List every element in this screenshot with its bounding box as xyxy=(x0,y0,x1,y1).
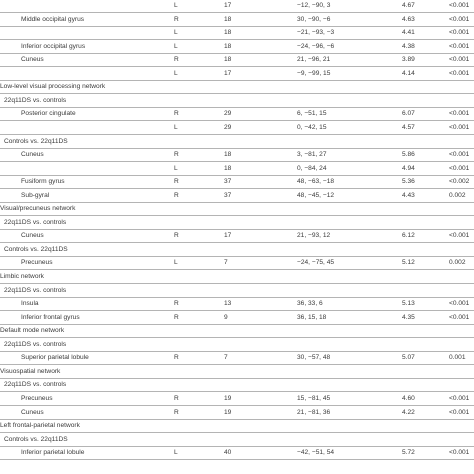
comparison-heading: Controls vs. 22q11DS xyxy=(4,436,68,443)
p-value-cell: <0.001 xyxy=(449,449,470,456)
brodmann-area-cell: 9 xyxy=(224,314,228,321)
network-heading-row xyxy=(0,421,474,431)
comparison-heading-row xyxy=(0,245,474,255)
brodmann-area-cell: 7 xyxy=(224,354,228,361)
row-divider xyxy=(0,202,474,203)
coordinates-cell: 0, −42, 15 xyxy=(297,124,327,131)
brodmann-area-cell: 18 xyxy=(224,56,232,63)
coordinates-cell: −24, −75, 45 xyxy=(297,259,335,266)
hemisphere-cell: R xyxy=(174,395,179,402)
z-score-cell: 5.36 xyxy=(402,178,415,185)
table-row xyxy=(0,191,474,201)
z-score-cell: 4.94 xyxy=(402,165,415,172)
table-row xyxy=(0,69,474,79)
table-row xyxy=(0,28,474,38)
network-heading-row xyxy=(0,367,474,377)
z-score-cell: 4.22 xyxy=(402,409,415,416)
row-divider xyxy=(0,364,474,365)
z-score-cell: 6.07 xyxy=(402,110,415,117)
p-value-cell: <0.001 xyxy=(449,314,470,321)
p-value-cell: <0.001 xyxy=(449,2,470,9)
region-cell: Inferior parietal lobule xyxy=(21,449,85,456)
table-row xyxy=(0,42,474,52)
row-divider xyxy=(0,188,474,189)
coordinates-cell: −42, −51, 54 xyxy=(297,449,335,456)
coordinates-cell: 0, −84, 24 xyxy=(297,165,327,172)
brodmann-area-cell: 37 xyxy=(224,192,232,199)
hemisphere-cell: L xyxy=(174,29,178,36)
coordinates-cell: 21, −93, 12 xyxy=(297,232,331,239)
p-value-cell: 0.001 xyxy=(449,354,466,361)
p-value-cell: <0.001 xyxy=(449,165,470,172)
network-heading: Default mode network xyxy=(0,327,65,334)
z-score-cell: 4.14 xyxy=(402,70,415,77)
p-value-cell: <0.002 xyxy=(449,178,470,185)
row-divider xyxy=(0,337,474,338)
network-heading-row xyxy=(0,326,474,336)
hemisphere-cell: L xyxy=(174,449,178,456)
row-divider xyxy=(0,161,474,162)
p-value-cell: <0.001 xyxy=(449,409,470,416)
table-row xyxy=(0,394,474,404)
hemisphere-cell: L xyxy=(174,259,178,266)
hemisphere-cell: L xyxy=(174,70,178,77)
coordinates-cell: 36, 15, 18 xyxy=(297,314,327,321)
p-value-cell: 0.002 xyxy=(449,259,466,266)
row-divider xyxy=(0,419,474,420)
row-divider xyxy=(0,229,474,230)
coordinates-cell: −12, −90, 3 xyxy=(297,2,331,9)
row-divider xyxy=(0,283,474,284)
coordinates-cell: 36, 33, 6 xyxy=(297,300,323,307)
coordinates-cell: 21, −96, 21 xyxy=(297,56,331,63)
brodmann-area-cell: 29 xyxy=(224,124,232,131)
row-divider xyxy=(0,12,474,13)
p-value-cell: <0.001 xyxy=(449,232,470,239)
comparison-heading-row xyxy=(0,286,474,296)
z-score-cell: 5.86 xyxy=(402,151,415,158)
brodmann-area-cell: 18 xyxy=(224,165,232,172)
comparison-heading: 22q11DS vs. controls xyxy=(4,219,67,226)
region-cell: Fusiform gyrus xyxy=(21,178,65,185)
region-cell: Posterior cingulate xyxy=(21,110,76,117)
brodmann-area-cell: 17 xyxy=(224,232,232,239)
table-row xyxy=(0,353,474,363)
row-divider xyxy=(0,80,474,81)
region-cell: Cuneus xyxy=(21,56,44,63)
hemisphere-cell: R xyxy=(174,56,179,63)
hemisphere-cell: L xyxy=(174,2,178,9)
table-row xyxy=(0,299,474,309)
row-divider xyxy=(0,432,474,433)
coordinates-cell: 21, −81, 36 xyxy=(297,409,331,416)
hemisphere-cell: L xyxy=(174,124,178,131)
network-heading-row xyxy=(0,204,474,214)
p-value-cell: <0.001 xyxy=(449,16,470,23)
row-divider xyxy=(0,39,474,40)
row-divider xyxy=(0,107,474,108)
brodmann-area-cell: 40 xyxy=(224,449,232,456)
network-heading: Left frontal-parietal network xyxy=(0,422,80,429)
row-divider xyxy=(0,215,474,216)
row-divider xyxy=(0,310,474,311)
hemisphere-cell: R xyxy=(174,16,179,23)
brodmann-area-cell: 18 xyxy=(224,151,232,158)
region-cell: Inferior occipital gyrus xyxy=(21,43,86,50)
hemisphere-cell: L xyxy=(174,43,178,50)
table-row xyxy=(0,408,474,418)
hemisphere-cell: R xyxy=(174,110,179,117)
p-value-cell: <0.001 xyxy=(449,300,470,307)
row-divider xyxy=(0,459,474,460)
network-heading: Visual/precuneus network xyxy=(0,205,76,212)
region-cell: Inferior frontal gyrus xyxy=(21,314,80,321)
z-score-cell: 5.12 xyxy=(402,259,415,266)
p-value-cell: <0.001 xyxy=(449,29,470,36)
row-divider xyxy=(0,269,474,270)
row-divider xyxy=(0,93,474,94)
table-row xyxy=(0,150,474,160)
row-divider xyxy=(0,53,474,54)
row-divider xyxy=(0,446,474,447)
z-score-cell: 5.13 xyxy=(402,300,415,307)
p-value-cell: <0.001 xyxy=(449,151,470,158)
table-row xyxy=(0,258,474,268)
network-heading: Visuospatial network xyxy=(0,368,61,375)
comparison-heading-row xyxy=(0,380,474,390)
row-divider xyxy=(0,26,474,27)
row-divider xyxy=(0,134,474,135)
brodmann-area-cell: 17 xyxy=(224,2,232,9)
z-score-cell: 4.60 xyxy=(402,395,415,402)
brodmann-area-cell: 18 xyxy=(224,29,232,36)
row-divider xyxy=(0,175,474,176)
network-heading: Low-level visual processing network xyxy=(0,83,106,90)
region-cell: Middle occipital gyrus xyxy=(21,16,85,23)
brodmann-area-cell: 19 xyxy=(224,409,232,416)
brodmann-area-cell: 7 xyxy=(224,259,228,266)
region-cell: Cuneus xyxy=(21,232,44,239)
region-cell: Insula xyxy=(21,300,39,307)
comparison-heading: 22q11DS vs. controls xyxy=(4,341,67,348)
z-score-cell: 4.41 xyxy=(402,29,415,36)
hemisphere-cell: R xyxy=(174,192,179,199)
hemisphere-cell: R xyxy=(174,151,179,158)
coordinates-cell: 15, −81, 45 xyxy=(297,395,331,402)
brodmann-area-cell: 19 xyxy=(224,395,232,402)
brodmann-area-cell: 18 xyxy=(224,16,232,23)
region-cell: Superior parietal lobule xyxy=(21,354,89,361)
comparison-heading: Controls vs. 22q11DS xyxy=(4,246,68,253)
network-heading-row xyxy=(0,272,474,282)
comparison-heading-row xyxy=(0,435,474,445)
p-value-cell: <0.001 xyxy=(449,395,470,402)
brodmann-area-cell: 17 xyxy=(224,70,232,77)
table-row xyxy=(0,164,474,174)
table-row xyxy=(0,109,474,119)
comparison-heading-row xyxy=(0,218,474,228)
z-score-cell: 4.57 xyxy=(402,124,415,131)
region-cell: Sub-gyral xyxy=(21,192,50,199)
hemisphere-cell: R xyxy=(174,300,179,307)
coordinates-cell: 30, −57, 48 xyxy=(297,354,331,361)
p-value-cell: <0.001 xyxy=(449,43,470,50)
z-score-cell: 4.67 xyxy=(402,2,415,9)
hemisphere-cell: R xyxy=(174,409,179,416)
p-value-cell: <0.001 xyxy=(449,70,470,77)
region-cell: Cuneus xyxy=(21,151,44,158)
z-score-cell: 5.72 xyxy=(402,449,415,456)
hemisphere-cell: R xyxy=(174,354,179,361)
row-divider xyxy=(0,120,474,121)
p-value-cell: 0.002 xyxy=(449,192,466,199)
brodmann-area-cell: 37 xyxy=(224,178,232,185)
z-score-cell: 3.89 xyxy=(402,56,415,63)
table-row xyxy=(0,231,474,241)
hemisphere-cell: R xyxy=(174,178,179,185)
coordinates-cell: 48, −45, −12 xyxy=(297,192,335,199)
p-value-cell: <0.001 xyxy=(449,110,470,117)
table-row xyxy=(0,123,474,133)
table-row xyxy=(0,177,474,187)
row-divider xyxy=(0,66,474,67)
region-cell: Precuneus xyxy=(21,395,53,402)
z-score-cell: 6.12 xyxy=(402,232,415,239)
coordinates-cell: −9, −99, 15 xyxy=(297,70,331,77)
hemisphere-cell: L xyxy=(174,165,178,172)
table-row xyxy=(0,55,474,65)
hemisphere-cell: R xyxy=(174,232,179,239)
row-divider xyxy=(0,297,474,298)
row-divider xyxy=(0,405,474,406)
row-divider xyxy=(0,256,474,257)
comparison-heading-row xyxy=(0,340,474,350)
comparison-heading: 22q11DS vs. controls xyxy=(4,381,67,388)
comparison-heading: 22q11DS vs. controls xyxy=(4,287,67,294)
region-cell: Cuneus xyxy=(21,409,44,416)
z-score-cell: 4.35 xyxy=(402,314,415,321)
brodmann-area-cell: 18 xyxy=(224,43,232,50)
brodmann-area-cell: 29 xyxy=(224,110,232,117)
row-divider xyxy=(0,324,474,325)
coordinates-cell: −24, −96, −6 xyxy=(297,43,335,50)
table-row xyxy=(0,313,474,323)
coordinates-cell: −21, −93, −3 xyxy=(297,29,335,36)
comparison-heading-row xyxy=(0,137,474,147)
comparison-heading-row xyxy=(0,96,474,106)
row-divider xyxy=(0,351,474,352)
hemisphere-cell: R xyxy=(174,314,179,321)
z-score-cell: 4.43 xyxy=(402,192,415,199)
row-divider xyxy=(0,242,474,243)
row-divider xyxy=(0,148,474,149)
coordinates-cell: 48, −63, −18 xyxy=(297,178,335,185)
p-value-cell: <0.001 xyxy=(449,56,470,63)
z-score-cell: 5.07 xyxy=(402,354,415,361)
z-score-cell: 4.63 xyxy=(402,16,415,23)
comparison-heading: Controls vs. 22q11DS xyxy=(4,138,68,145)
network-heading: Limbic network xyxy=(0,273,44,280)
coordinates-cell: 6, −51, 15 xyxy=(297,110,327,117)
table-row xyxy=(0,448,474,458)
z-score-cell: 4.38 xyxy=(402,43,415,50)
table-row xyxy=(0,1,474,11)
network-heading-row xyxy=(0,82,474,92)
comparison-heading: 22q11DS vs. controls xyxy=(4,97,67,104)
row-divider xyxy=(0,378,474,379)
coordinates-cell: 3, −81, 27 xyxy=(297,151,327,158)
region-cell: Precuneus xyxy=(21,259,53,266)
table-row xyxy=(0,15,474,25)
row-divider xyxy=(0,391,474,392)
coordinates-cell: 30, −90, −6 xyxy=(297,16,331,23)
brodmann-area-cell: 13 xyxy=(224,300,232,307)
p-value-cell: <0.001 xyxy=(449,124,470,131)
